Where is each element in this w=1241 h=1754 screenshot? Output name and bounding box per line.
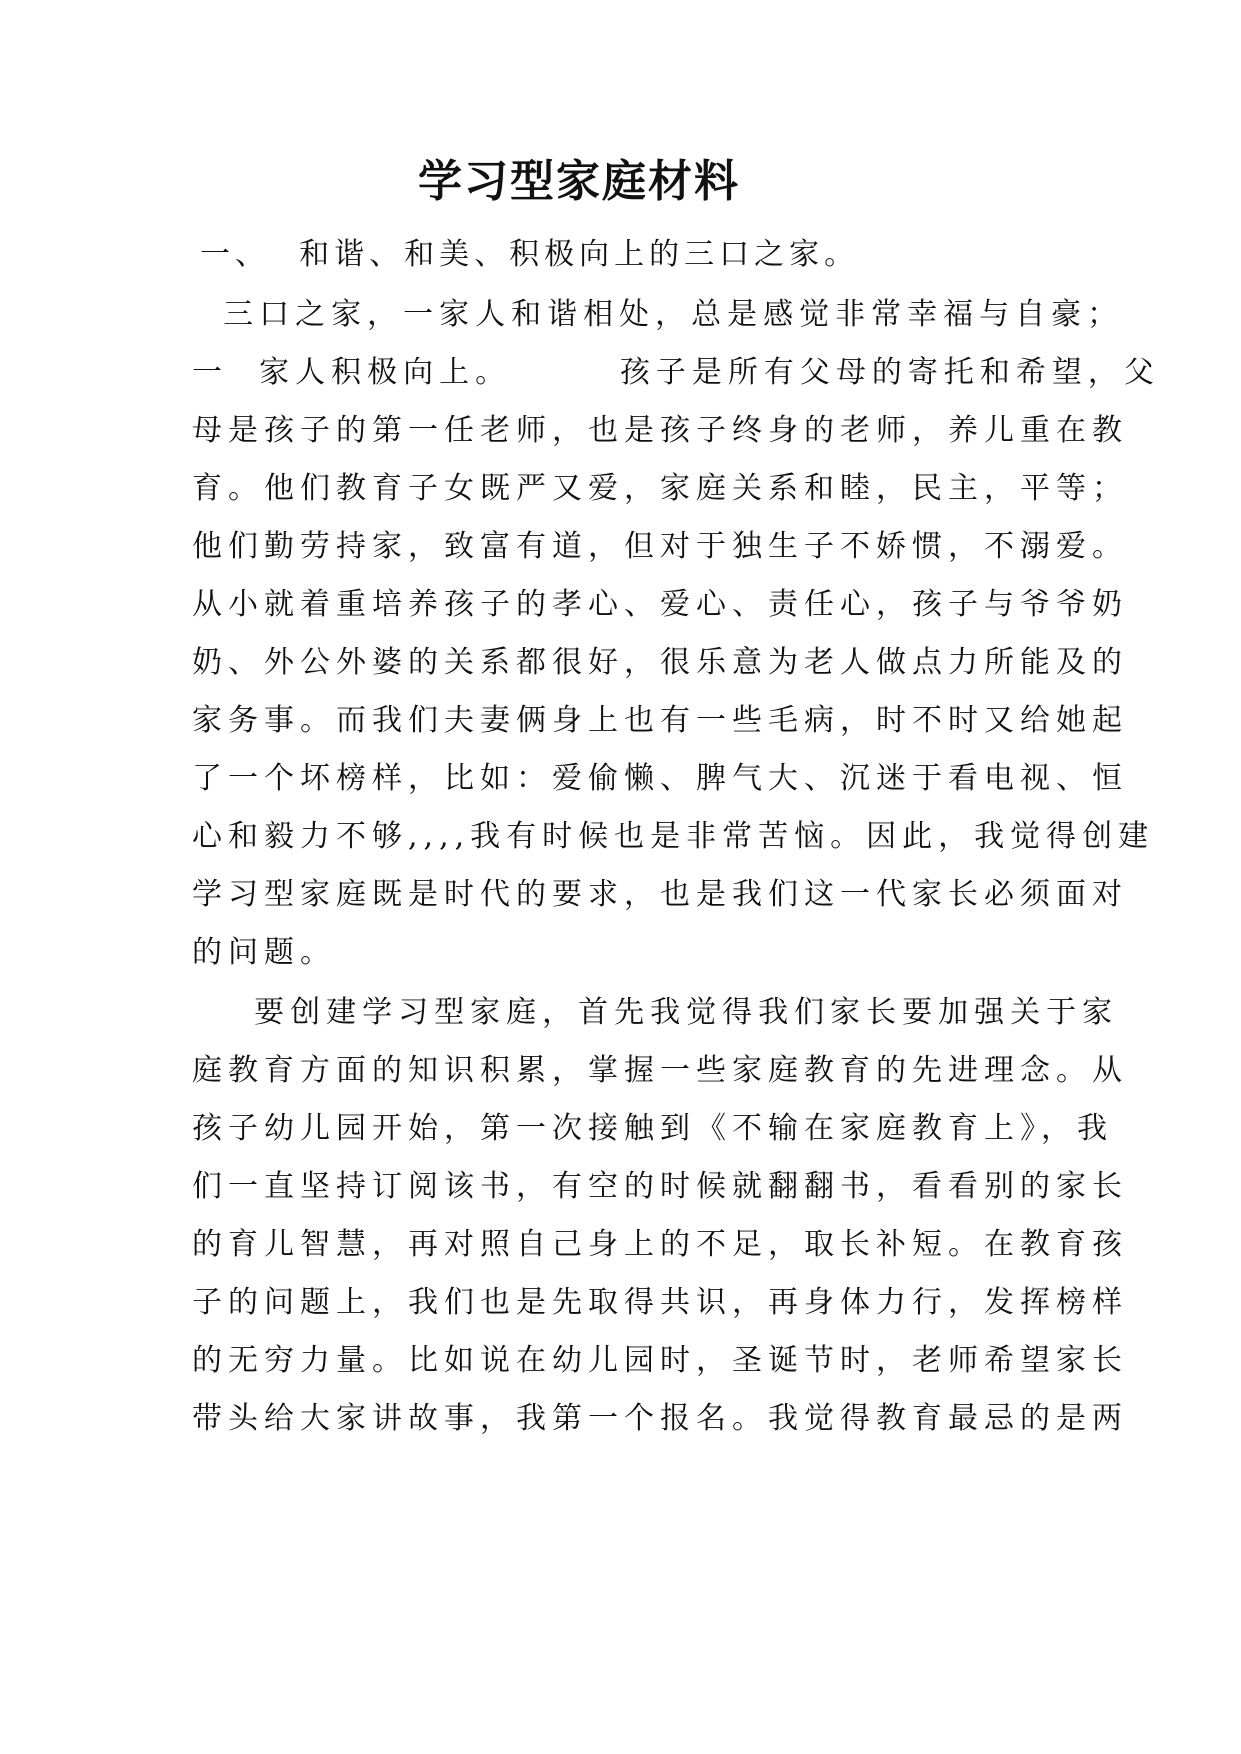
paragraph-line: 母是孩子的第一任老师，也是孩子终身的老师，养儿重在教 (192, 413, 1128, 448)
paragraph-line: 从小就着重培养孩子的孝心、爱心、责任心，孩子与爷爷奶 (192, 587, 1128, 622)
paragraph-line: 的问题。 (192, 935, 336, 970)
paragraph-line: 学习型家庭既是时代的要求，也是我们这一代家长必须面对 (192, 877, 1128, 912)
paragraph-line: 奶、外公外婆的关系都很好，很乐意为老人做点力所能及的 (192, 645, 1128, 680)
paragraph-line: 孩子幼儿园开始，第一次接触到《不输在家庭教育上》，我 (192, 1111, 1113, 1146)
document-title: 学习型家庭材料 (418, 156, 740, 207)
paragraph-line: 要创建学习型家庭，首先我觉得我们家长要加强关于家 (192, 995, 1119, 1030)
section-heading: 一、 和谐、和美、积极向上的三口之家。 (200, 237, 860, 272)
paragraph-line: 育。他们教育子女既严又爱，家庭关系和睦，民主，平等； (192, 471, 1128, 506)
paragraph-line: 们一直坚持订阅该书，有空的时候就翻翻书，看看别的家长 (192, 1169, 1128, 1204)
paragraph-line: 的育儿智慧，再对照自己身上的不足，取长补短。在教育孩 (192, 1227, 1128, 1262)
paragraph-line: 一 家人积极向上。 孩子是所有父母的寄托和希望，父 (192, 355, 1160, 390)
paragraph-line: 庭教育方面的知识积累，掌握一些家庭教育的先进理念。从 (192, 1053, 1128, 1088)
paragraph-line: 家务事。而我们夫妻俩身上也有一些毛病，时不时又给她起 (192, 703, 1128, 738)
paragraph-line: 了一个坏榜样，比如：爱偷懒、脾气大、沉迷于看电视、恒 (192, 761, 1128, 796)
paragraph-line: 子的问题上，我们也是先取得共识，再身体力行，发挥榜样 (192, 1285, 1128, 1320)
paragraph-line: 他们勤劳持家，致富有道，但对于独生子不娇惯，不溺爱。 (192, 529, 1128, 564)
paragraph-line: 心和毅力不够,,,,我有时候也是非常苦恼。因此，我觉得创建 (192, 819, 1155, 854)
paragraph-line: 带头给大家讲故事，我第一个报名。我觉得教育最忌的是两 (192, 1401, 1128, 1436)
paragraph-line: 的无穷力量。比如说在幼儿园时，圣诞节时，老师希望家长 (192, 1343, 1128, 1378)
paragraph-line: 三口之家，一家人和谐相处，总是感觉非常幸福与自豪； (192, 297, 1124, 332)
